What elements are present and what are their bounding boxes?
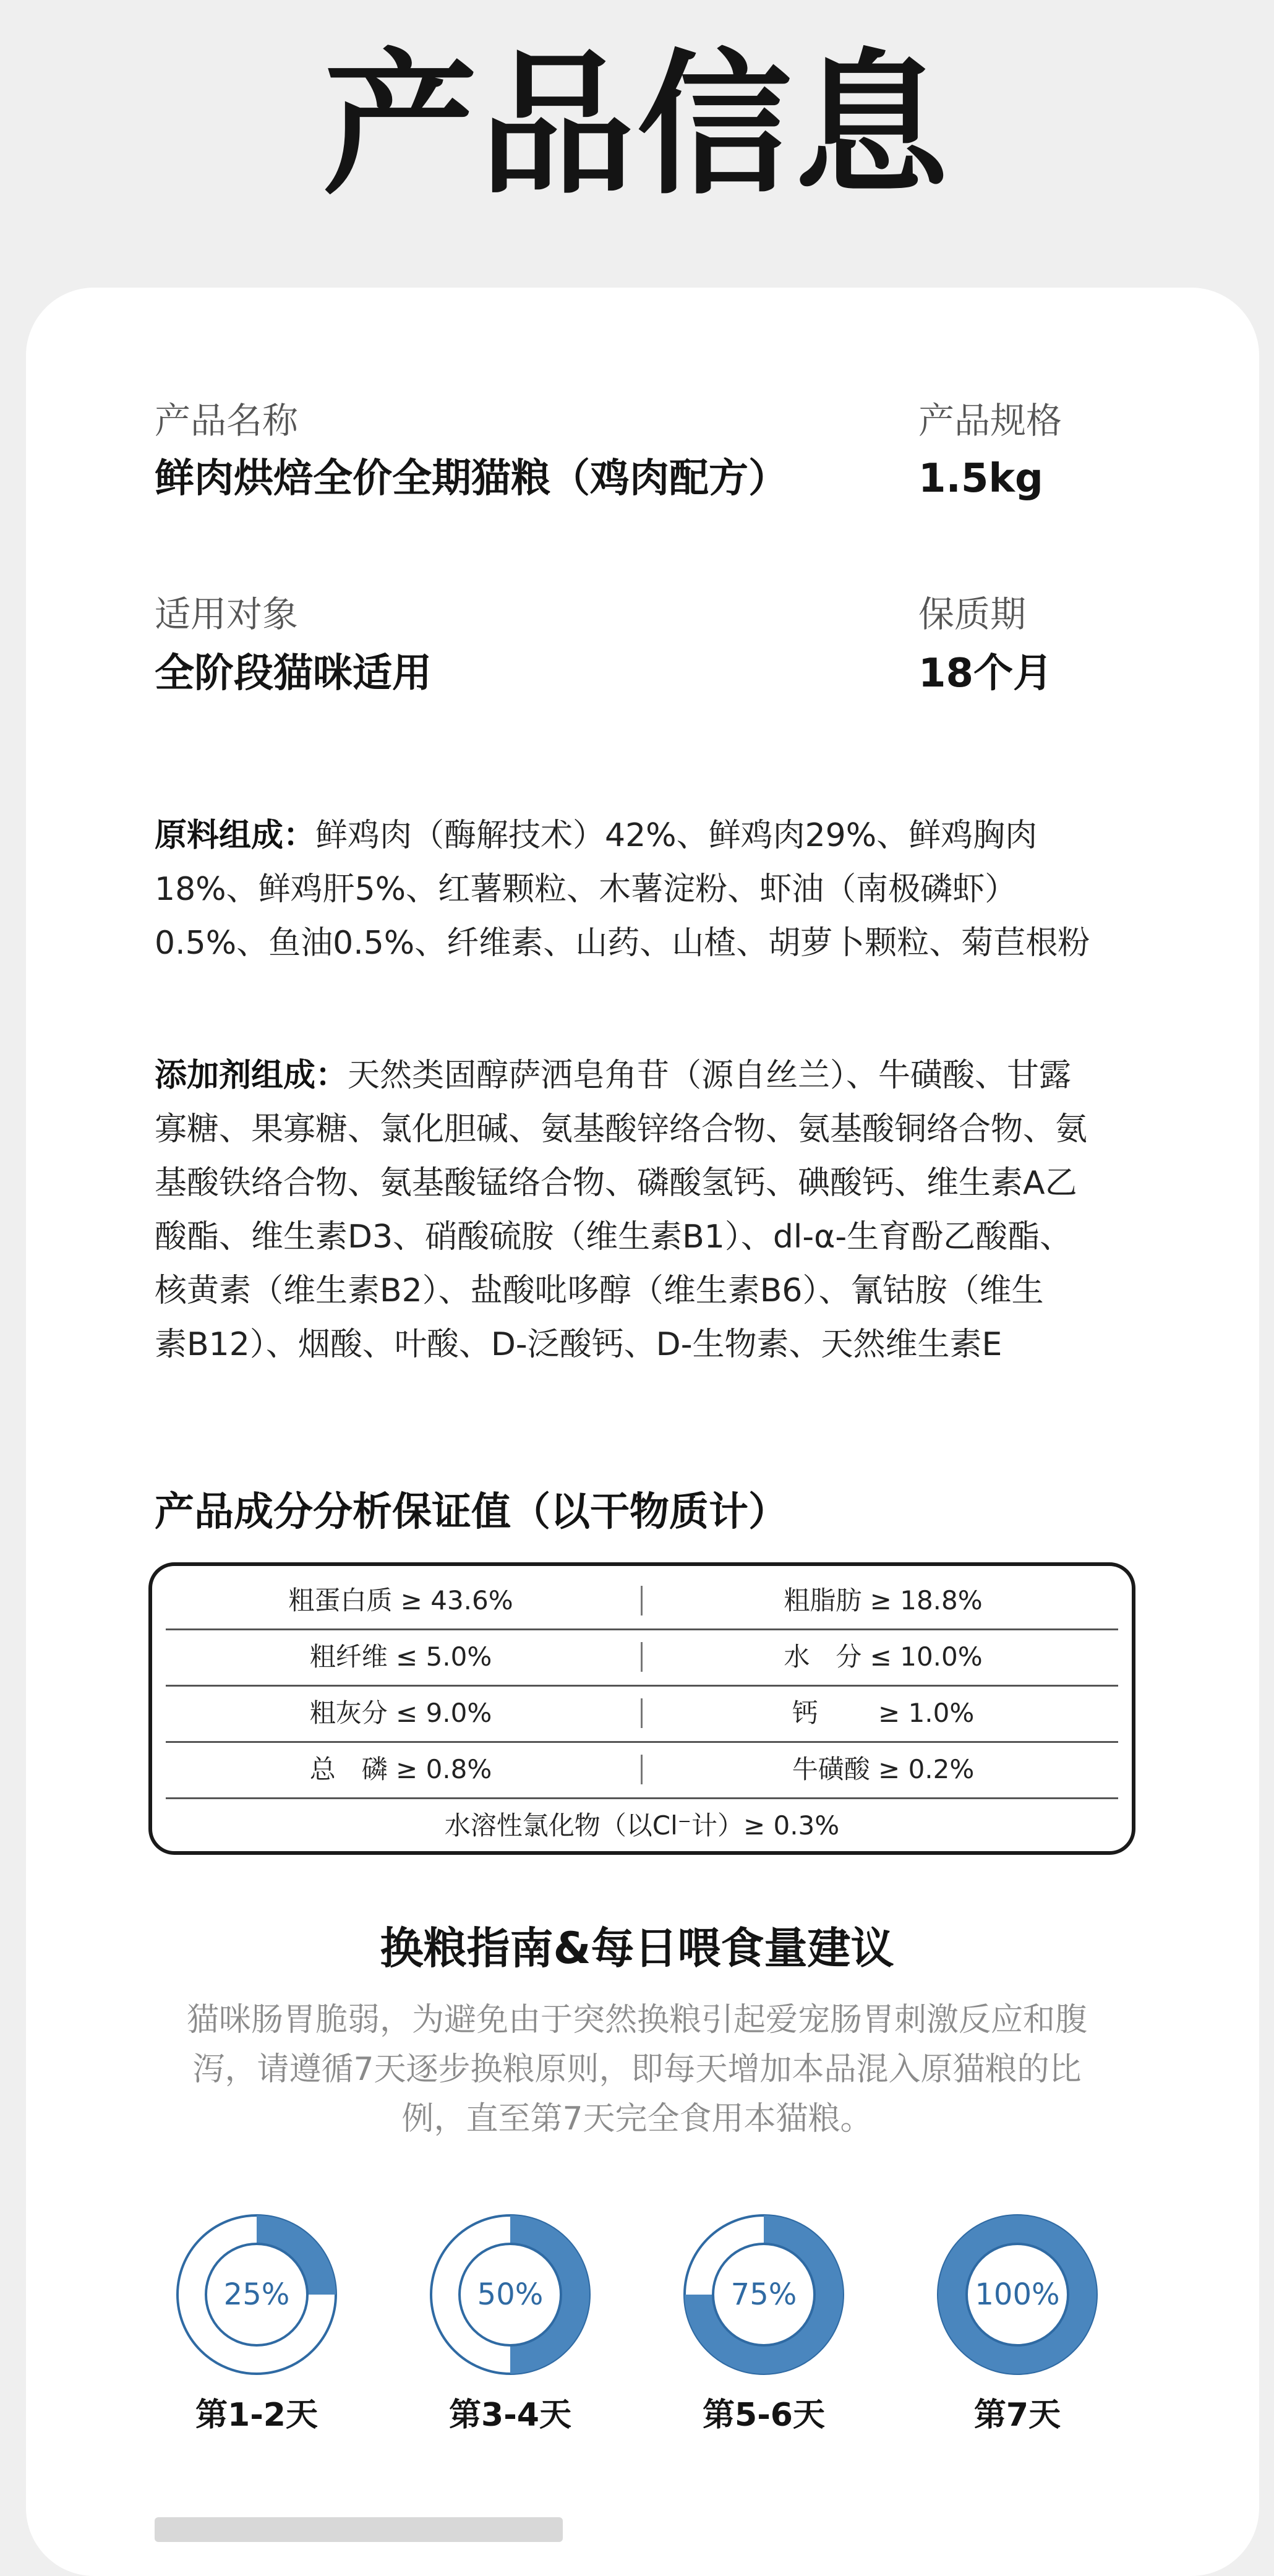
table-cell: 粗脂肪 ≥ 18.8% — [784, 1585, 983, 1615]
ring-caption: 第3-4天 — [449, 2397, 571, 2434]
ring-percent-label: 25% — [223, 2277, 290, 2312]
guide-line: 泻，请遵循7天逐步换粮原则，即每天增加本品混入原猫粮的比 — [192, 2051, 1082, 2088]
table-cell: 水溶性氯化物（以Cl⁻计）≥ 0.3% — [444, 1810, 840, 1841]
product-spec-value: 1.5kg — [918, 456, 1043, 502]
shelf-life-label: 保质期 — [918, 593, 1027, 635]
table-cell: 总 磷 ≥ 0.8% — [309, 1754, 492, 1784]
table-cell: 牛磺酸 ≥ 0.2% — [792, 1754, 975, 1784]
column-divider — [641, 1586, 643, 1615]
guide-line: 例，直至第7天完全食用本猫粮。 — [401, 2100, 873, 2137]
product-name-label: 产品名称 — [155, 400, 299, 442]
table-cell: 钙 ≥ 1.0% — [792, 1698, 975, 1728]
table-row — [166, 1628, 1118, 1687]
target-label: 适用对象 — [155, 593, 299, 635]
ring-caption: 第5-6天 — [703, 2397, 825, 2434]
additives-line: 核黄素（维生素B2）、盐酸吡哆醇（维生素B6）、氰钴胺（维生 — [155, 1272, 1044, 1309]
table-cell: 粗灰分 ≤ 9.0% — [309, 1698, 492, 1728]
column-divider — [641, 1755, 643, 1784]
ring-percent-label: 100% — [975, 2277, 1060, 2312]
analysis-title: 产品成分分析保证值（以干物质计） — [155, 1489, 788, 1535]
additives-line: 基酸铁络合物、氨基酸锰络合物、磷酸氢钙、碘酸钙、维生素A乙 — [155, 1165, 1077, 1202]
additives-line: 寡糖、果寡糖、氯化胆碱、氨基酸锌络合物、氨基酸铜络合物、氨 — [155, 1111, 1088, 1148]
guide-line: 猫咪肠胃脆弱，为避免由于突然换粮引起爱宠肠胃刺激反应和腹 — [186, 2001, 1087, 2039]
next-section-title-cutoff — [155, 2517, 563, 2542]
table-row — [166, 1741, 1118, 1799]
column-divider — [641, 1698, 643, 1728]
ingredients-line: 原料组成：鲜鸡肉（酶解技术）42%、鲜鸡肉29%、鲜鸡胸肉 — [155, 817, 1038, 854]
table-row — [166, 1685, 1118, 1743]
table-row — [166, 1572, 1118, 1630]
target-value: 全阶段猫咪适用 — [155, 651, 432, 696]
additives-paragraph — [155, 1049, 1144, 1372]
feeding-guide-title: 换粮指南&每日喂食量建议 — [380, 1923, 894, 1974]
product-spec-label: 产品规格 — [918, 400, 1062, 442]
additives-line: 添加剂组成：天然类固醇萨洒皂角苷（源自丝兰）、牛磺酸、甘露 — [155, 1057, 1072, 1094]
column-divider — [641, 1642, 643, 1672]
ring-caption: 第1-2天 — [195, 2397, 318, 2434]
progress-ring — [170, 2208, 343, 2381]
ingredients-label: 原料组成： — [155, 817, 316, 854]
shelf-life-value: 18个月 — [918, 651, 1053, 696]
additives-line: 酸酯、维生素D3、硝酸硫胺（维生素B1）、dl-α-生育酚乙酸酯、 — [155, 1218, 1072, 1256]
feeding-guide-text — [155, 1995, 1119, 2144]
progress-ring — [677, 2208, 850, 2381]
ring-percent-label: 75% — [730, 2277, 797, 2312]
analysis-table — [148, 1562, 1135, 1855]
additives-label: 添加剂组成： — [155, 1057, 348, 1094]
product-name-value: 鲜肉烘焙全价全期猫粮（鸡肉配方） — [155, 456, 788, 502]
table-row — [166, 1797, 1118, 1854]
ingredients-paragraph — [155, 809, 1144, 970]
ring-caption: 第7天 — [973, 2397, 1061, 2434]
progress-ring — [931, 2208, 1104, 2381]
table-cell: 粗蛋白质 ≥ 43.6% — [288, 1585, 513, 1615]
table-cell: 粗纤维 ≤ 5.0% — [309, 1641, 492, 1672]
ring-percent-label: 50% — [477, 2277, 544, 2312]
ingredients-line: 18%、鲜鸡肝5%、红薯颗粒、木薯淀粉、虾油（南极磷虾） — [155, 871, 1017, 908]
progress-ring — [424, 2208, 597, 2381]
ingredients-line: 0.5%、鱼油0.5%、纤维素、山药、山楂、胡萝卜颗粒、菊苣根粉 — [155, 925, 1090, 962]
additives-line: 素B12）、烟酸、叶酸、D-泛酸钙、D-生物素、天然维生素E — [155, 1326, 1003, 1363]
page-title: 产品信息 — [323, 35, 951, 215]
table-cell: 水 分 ≤ 10.0% — [784, 1641, 983, 1672]
